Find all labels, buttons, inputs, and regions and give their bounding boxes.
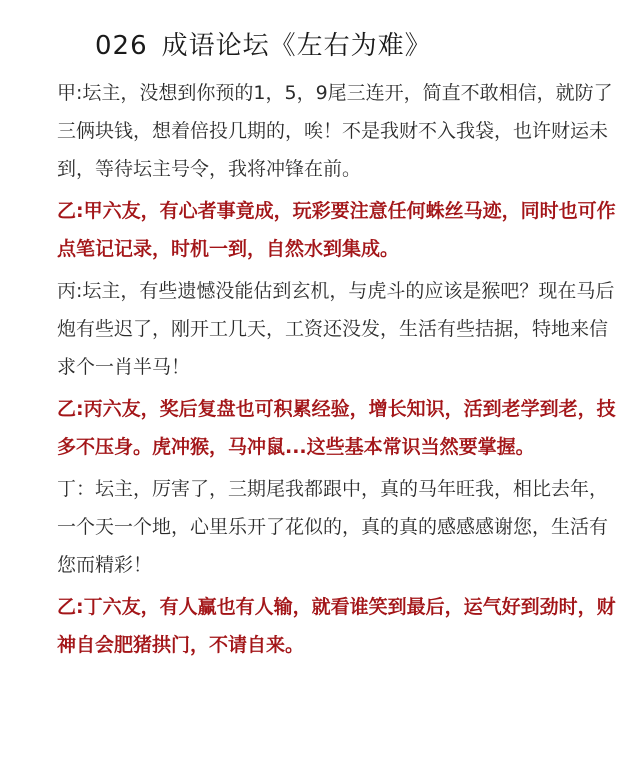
paragraph-reply-ding: 乙:丁六友，有人赢也有人输，就看谁笑到最后，运气好到劲时，财神自会肥猪拱门，不请自来。: [57, 596, 616, 656]
paragraph-jia: 甲:坛主，没想到你预的1，5，9尾三连开，简直不敢相信，就防了三俩块钱，想着倍投几期的，唉！不是我财不入我袋，也许财运未到，等待坛主号令，我将冲锋在前。: [57, 82, 613, 180]
paragraph-reply-jia: 乙:甲六友，有心者事竟成，玩彩要注意任何蛛丝马迹，同时也可作点笔记记录，时机一到，自然水到集成。: [57, 200, 616, 260]
title-text: 成语论坛《左右为难》: [161, 31, 432, 61]
paragraph-reply-bing: 乙:丙六友，奖后复盘也可积累经验，增长知识，活到老学到老，技多不压身。虎冲猴，马冲鼠...这些基本常识当然要掌握。: [57, 398, 616, 458]
paragraph-bing: 丙:坛主，有些遗憾没能估到玄机，与虎斗的应该是猴吧？现在马后炮有些迟了，刚开工几天，工资还没发，生活有些拮据，特地来信求个一肖半马！: [57, 280, 615, 378]
title-number: 026: [95, 31, 148, 61]
paragraph-ding: 丁：坛主，厉害了，三期尾我都跟中，真的马年旺我，相比去年，一个天一个地，心里乐开了花似的，真的真的感感感谢您，生活有您而精彩！: [57, 478, 609, 576]
page-title: [95, 28, 618, 64]
